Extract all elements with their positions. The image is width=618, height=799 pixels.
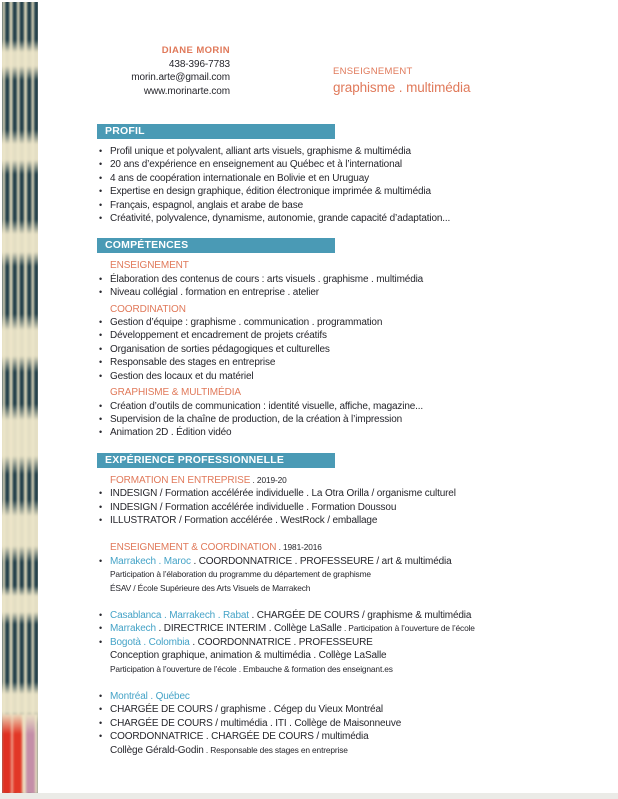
phone-number: 438-396-7783 <box>168 58 230 70</box>
resume-sections <box>97 124 562 757</box>
bullet-icon: • <box>99 717 103 728</box>
line-text: Français, espagnol, anglais et arabe de base <box>110 199 303 211</box>
subsection-title-text: ENSEIGNEMENT <box>110 260 189 272</box>
line-text: Profil unique et polyvalent, alliant arts visuels, graphisme & multimédia <box>110 146 411 157</box>
line-text: ILLUSTRATOR / Formation accélérée . WestRock / emballage <box>110 514 378 526</box>
section-header-2 <box>97 453 335 468</box>
place-text: Bogotà . Colombia <box>110 636 190 648</box>
field-label: ENSEIGNEMENT <box>333 66 413 77</box>
resume-line <box>97 413 562 426</box>
line-text: Élaboration des contenus de cours : arts visuels . graphisme . multimédia <box>110 273 424 285</box>
line-text: Animation 2D . Édition vidéo <box>110 427 232 439</box>
pencil-red-tips <box>2 714 38 794</box>
line-text: Créativité, polyvalence, dynamisme, autonomie, grande capacité d’adaptation... <box>110 213 451 225</box>
line-text: . Participation à l’ouverture de l’école <box>341 623 475 634</box>
line-text: CHARGÉE DE COURS / multimédia . ITI . Collège de Maisonneuve <box>110 717 402 729</box>
bullet-icon: • <box>99 343 103 354</box>
resume-line <box>97 212 562 225</box>
resume-line <box>97 636 562 649</box>
bullet-icon: • <box>99 427 103 438</box>
line-text: COORDONNATRICE . CHARGÉE DE COURS / multimédia <box>110 731 369 743</box>
line-text: Conception graphique, animation & multimédia . Collège LaSalle <box>110 650 387 662</box>
resume-line <box>97 501 562 514</box>
line-text: ÉSAV / École Supérieure des Arts Visuels de Marrakech <box>110 582 311 593</box>
resume-line <box>97 145 562 158</box>
resume-line <box>97 663 562 676</box>
line-text: Collège Gérald-Godin <box>110 744 204 756</box>
bullet-icon: • <box>99 317 103 328</box>
line-text: Gestion des locaux et du matériel <box>110 370 254 382</box>
bullet-icon: • <box>99 146 103 156</box>
resume-line <box>97 426 562 439</box>
bullet-icon: • <box>99 731 103 742</box>
resume-line <box>97 582 562 595</box>
line-text: Création d’outils de communication : identité visuelle, affiche, magazine... <box>110 400 424 412</box>
line-text: . Responsable des stages en entreprise <box>203 744 348 755</box>
section-title: EXPÉRIENCE PROFESSIONNELLE <box>105 453 285 466</box>
section-title: COMPÉTENCES <box>105 239 189 252</box>
resume-line <box>97 744 562 757</box>
page-bottom-edge <box>0 793 618 799</box>
line-text: 4 ans de coopération internationale en Bolivie et en Uruguay <box>110 172 369 184</box>
bullet-icon: • <box>99 172 103 183</box>
bullet-icon: • <box>99 488 103 499</box>
line-text: Supervision de la chaîne de production, de la création à l’impression <box>110 413 403 425</box>
resume-line <box>97 487 562 500</box>
resume-line <box>97 730 562 743</box>
resume-line <box>97 400 562 413</box>
section-header-1 <box>97 238 335 253</box>
resume-line <box>97 609 562 622</box>
role-block <box>333 66 470 95</box>
bullet-icon: • <box>99 609 103 620</box>
bullet-icon: • <box>99 691 103 701</box>
bullet-icon: • <box>99 213 103 224</box>
resume-line <box>97 158 562 171</box>
website-url: www.morinarte.com <box>143 86 230 98</box>
subsection-title-text: FORMATION EN ENTREPRISE <box>110 474 251 486</box>
section-title: PROFIL <box>105 125 145 137</box>
section-header-0 <box>97 124 335 139</box>
field-subtitle: graphisme . multimédia <box>333 80 471 95</box>
bullet-icon: • <box>99 501 103 512</box>
line-text: . CHARGÉE DE COURS / graphisme & multimédia <box>248 609 472 621</box>
line-text: CHARGÉE DE COURS / graphisme . Cégep du Vieux Montréal <box>110 704 383 716</box>
resume-line <box>97 185 562 198</box>
line-text: . DIRECTRICE INTERIM . Collège LaSalle <box>155 623 342 635</box>
bullet-icon: • <box>99 704 103 715</box>
resume-line <box>97 703 562 716</box>
resume-line <box>97 514 562 527</box>
line-text: Organisation de sorties pédagogiques et culturelles <box>110 343 330 355</box>
subsection-title-text: ENSEIGNEMENT & COORDINATION <box>110 542 277 554</box>
subsection-title <box>97 303 562 316</box>
resume-line <box>97 356 562 369</box>
resume-line <box>97 649 562 662</box>
bullet-icon: • <box>99 370 103 381</box>
resume-line <box>97 568 562 581</box>
subsection-title-text: GRAPHISME & MULTIMÉDIA <box>110 387 241 399</box>
resume-line <box>97 370 562 383</box>
place-text: Marrakech . Maroc <box>110 555 191 567</box>
subsection-title <box>97 541 562 554</box>
resume-line <box>97 622 562 635</box>
pencil-stripes <box>2 2 38 794</box>
bullet-icon: • <box>99 555 103 566</box>
resume-line <box>97 199 562 212</box>
place-text: Montréal . Québec <box>110 691 190 702</box>
resume-line <box>97 555 562 568</box>
resume-line <box>97 273 562 286</box>
bullet-icon: • <box>99 514 103 525</box>
email-address: morin.arte@gmail.com <box>131 72 230 84</box>
resume-line <box>97 717 562 730</box>
line-text: INDESIGN / Formation accélérée individuelle . Formation Doussou <box>110 501 397 513</box>
line-text: . COORDONNATRICE . PROFESSEURE / art & multimédia <box>190 555 452 567</box>
line-text: Niveau collégial . formation en entreprise . atelier <box>110 287 319 299</box>
resume-line <box>97 316 562 329</box>
bullet-icon: • <box>99 199 103 210</box>
line-text: Participation à l’élaboration du programme du département de graphisme <box>110 569 371 580</box>
subsection-title-text: COORDINATION <box>110 303 186 315</box>
pencil-photo-strip <box>2 2 38 794</box>
bullet-icon: • <box>99 273 103 284</box>
resume-line <box>97 343 562 356</box>
bullet-icon: • <box>99 186 103 197</box>
bullet-icon: • <box>99 400 103 411</box>
line-text: Participation à l’ouverture de l’école . Embauche & formation des enseignant.es <box>110 663 393 674</box>
resume-line <box>97 329 562 342</box>
bullet-icon: • <box>99 636 103 647</box>
subsection-title <box>97 259 562 272</box>
line-text: Développement et encadrement de projets créatifs <box>110 330 327 342</box>
line-text: Expertise en design graphique, édition électronique imprimée & multimédia <box>110 186 431 198</box>
bullet-icon: • <box>99 623 103 634</box>
subsection-title <box>97 386 562 399</box>
resume-line <box>97 286 562 299</box>
place-text: Casablanca . Marrakech . Rabat <box>110 609 249 621</box>
bullet-icon: • <box>99 413 103 424</box>
resume-line <box>97 690 562 703</box>
line-text: INDESIGN / Formation accélérée individuelle . La Otra Orilla / organisme culturel <box>110 488 456 500</box>
line-text: 20 ans d’expérience en enseignement au Québec et à l’international <box>110 159 402 171</box>
place-text: Marrakech <box>110 623 156 635</box>
resume-line <box>97 172 562 185</box>
line-text: Responsable des stages en entreprise <box>110 357 276 369</box>
bullet-icon: • <box>99 159 103 170</box>
subsection-date: . 2019-20 <box>250 474 287 485</box>
line-text: Gestion d’équipe : graphisme . communication . programmation <box>110 317 383 329</box>
person-name: DIANE MORIN <box>161 45 230 56</box>
bullet-icon: • <box>99 330 103 341</box>
subsection-date: . 1981-2016 <box>276 542 322 553</box>
bullet-icon: • <box>99 287 103 298</box>
subsection-title <box>97 474 562 487</box>
contact-block <box>40 44 230 99</box>
line-text: . COORDONNATRICE . PROFESSEURE <box>189 636 373 648</box>
bullet-icon: • <box>99 357 103 368</box>
